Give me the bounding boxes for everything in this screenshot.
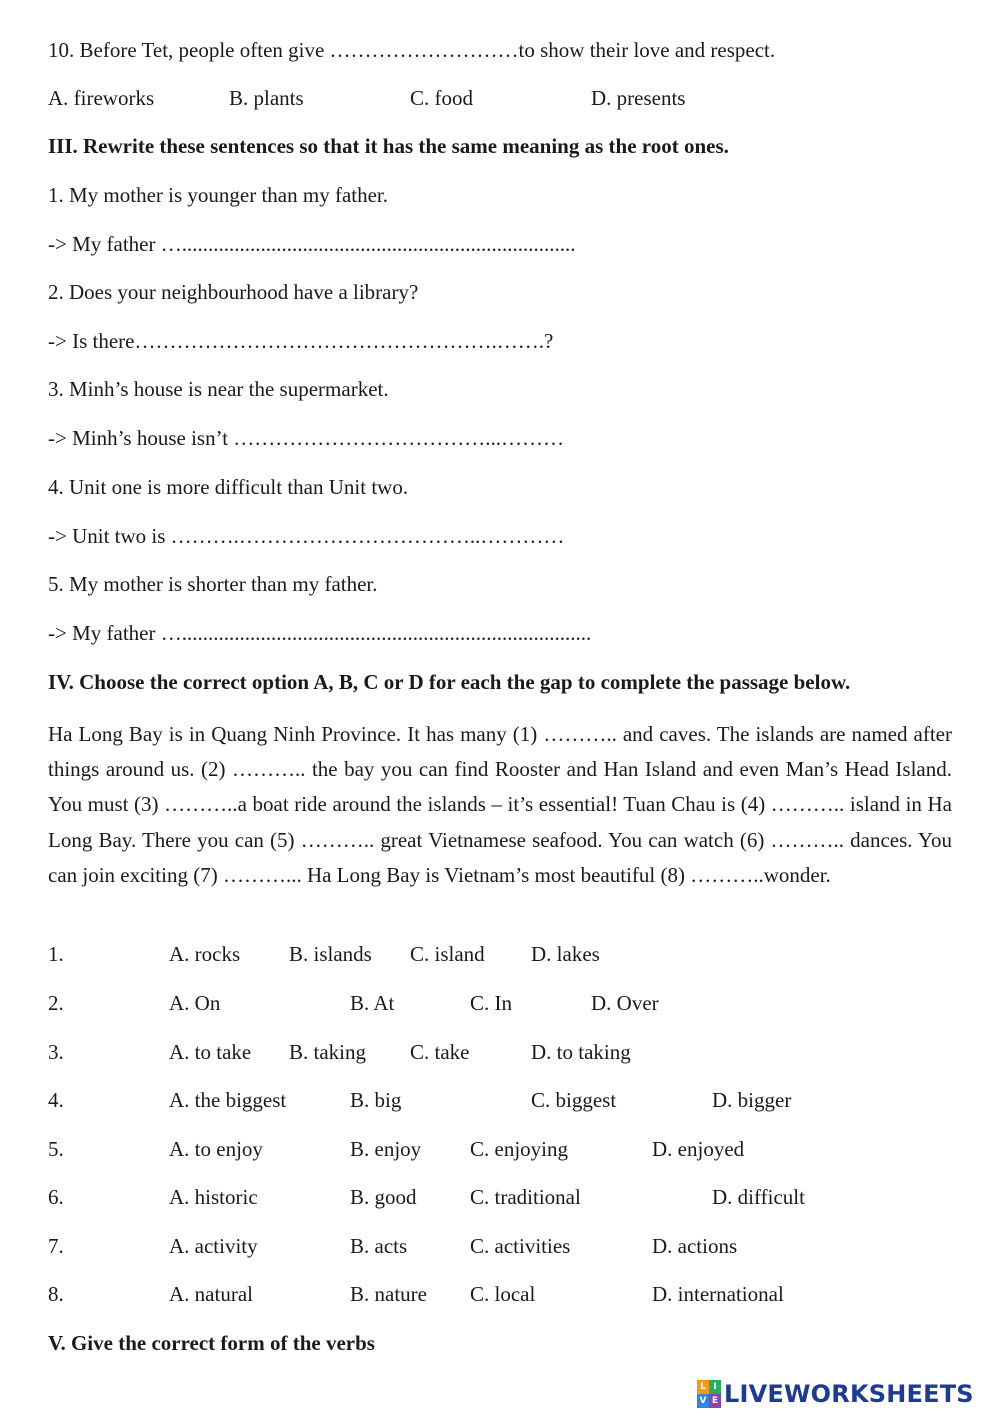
mc-option-b[interactable]: B. nature — [350, 1282, 427, 1306]
mc-option-d[interactable]: D. actions — [652, 1234, 738, 1258]
mc-option-c[interactable]: C. take — [410, 1040, 470, 1064]
rewrite-1-sentence: 1. My mother is younger than my father. — [48, 183, 389, 207]
mc-option-a[interactable]: A. natural — [169, 1282, 253, 1306]
mc-option-d[interactable]: D. to taking — [531, 1040, 631, 1064]
rewrite-3-sentence: 3. Minh’s house is near the supermarket. — [48, 377, 389, 401]
mc-number: 6. — [48, 1185, 64, 1209]
mc-option-c[interactable]: C. traditional — [470, 1185, 581, 1209]
mc-option-a[interactable]: A. rocks — [169, 942, 241, 966]
mc-option-b[interactable]: B. At — [350, 991, 395, 1015]
mc-option-c[interactable]: C. enjoying — [470, 1137, 568, 1161]
section-4-heading: IV. Choose the correct option A, B, C or D for each the gap to complete the passage below. — [48, 670, 851, 694]
mc-option-b[interactable]: B. acts — [350, 1234, 408, 1258]
logo-mark-l: L — [697, 1380, 709, 1394]
mc-option-c[interactable]: C. activities — [470, 1234, 571, 1258]
mc-option-a[interactable]: A. to enjoy — [169, 1137, 263, 1161]
mc-option-c[interactable]: C. island — [410, 942, 485, 966]
mc-option-b[interactable]: B. islands — [289, 942, 372, 966]
mc-option-c[interactable]: C. local — [470, 1282, 536, 1306]
mc-question-4 — [0, 1088, 1000, 1112]
mc-number: 3. — [48, 1040, 64, 1064]
mc-question-8 — [0, 1282, 1000, 1306]
mc-option-a[interactable]: A. to take — [169, 1040, 252, 1064]
mc-option-a[interactable]: A. activity — [169, 1234, 258, 1258]
mc-question-3 — [0, 1040, 1000, 1064]
mc-option-a[interactable]: A. On — [169, 991, 221, 1015]
liveworksheets-logo-text: LIVEWORKSHEETS — [724, 1380, 974, 1408]
q10-option-a: A. fireworks — [48, 86, 155, 110]
q10-option-c: C. food — [410, 86, 473, 110]
mc-option-d[interactable]: D. Over — [591, 991, 659, 1015]
mc-number: 5. — [48, 1137, 64, 1161]
mc-option-b[interactable]: B. good — [350, 1185, 417, 1209]
mc-option-b[interactable]: B. big — [350, 1088, 402, 1112]
q10-option-d: D. presents — [591, 86, 686, 110]
logo-mark-v: V — [697, 1394, 709, 1408]
mc-option-b[interactable]: B. taking — [289, 1040, 366, 1064]
mc-option-b[interactable]: B. enjoy — [350, 1137, 422, 1161]
mc-number: 1. — [48, 942, 64, 966]
mc-option-d[interactable]: D. difficult — [712, 1185, 805, 1209]
section-5-heading: V. Give the correct form of the verbs — [48, 1331, 375, 1355]
rewrite-3-answer[interactable]: -> Minh’s house isn’t ………………………………...……… — [48, 426, 565, 450]
rewrite-2-sentence: 2. Does your neighbourhood have a library? — [48, 280, 419, 304]
mc-question-5 — [0, 1137, 1000, 1161]
mc-number: 7. — [48, 1234, 64, 1258]
mc-number: 4. — [48, 1088, 64, 1112]
logo-mark-e: E — [709, 1394, 721, 1408]
liveworksheets-logo-icon — [697, 1380, 721, 1408]
rewrite-2-answer[interactable]: -> Is there…………………………………………….…….? — [48, 329, 554, 353]
mc-number: 2. — [48, 991, 64, 1015]
mc-option-d[interactable]: D. bigger — [712, 1088, 792, 1112]
mc-option-c[interactable]: C. In — [470, 991, 512, 1015]
rewrite-1-answer[interactable]: -> My father …........................................................................... — [48, 232, 576, 256]
rewrite-4-sentence: 4. Unit one is more difficult than Unit two. — [48, 475, 409, 499]
mc-option-d[interactable]: D. international — [652, 1282, 784, 1306]
mc-option-d[interactable]: D. enjoyed — [652, 1137, 745, 1161]
mc-question-2 — [0, 991, 1000, 1015]
rewrite-5-sentence: 5. My mother is shorter than my father. — [48, 572, 378, 596]
q10-options — [0, 86, 1000, 110]
mc-option-a[interactable]: A. historic — [169, 1185, 258, 1209]
rewrite-5-answer[interactable]: -> My father ….............................................................................. — [48, 621, 592, 645]
q10-option-b: B. plants — [229, 86, 304, 110]
rewrite-4-answer[interactable]: -> Unit two is ……….……………………………..………… — [48, 524, 565, 548]
passage: Ha Long Bay is in Quang Ninh Province. It has many (1) ……….. and caves. The islands are named after things around us. (2) ……….. the bay you can find Rooster and Han Island and even Man’s Head Island. You must (3) ………..a boat ride around the islands – it’s essential! Tuan Chau is (4) ……….. island in Ha Long Bay. There you can (5) ……….. great Vietnamese seafood. You can watch (6) ……….. dances. You can join exciting (7) ………... Ha Long Bay is Vietnam’s most beautiful (8) ………..wonder. — [48, 722, 952, 887]
mc-question-1 — [0, 942, 1000, 966]
mc-number: 8. — [48, 1282, 64, 1306]
q10-stem: 10. Before Tet, people often give ………………………to show their love and respect. — [48, 38, 776, 62]
section-3-heading: III. Rewrite these sentences so that it has the same meaning as the root ones. — [48, 134, 729, 158]
mc-question-6 — [0, 1185, 1000, 1209]
mc-option-c[interactable]: C. biggest — [531, 1088, 617, 1112]
mc-option-a[interactable]: A. the biggest — [169, 1088, 287, 1112]
liveworksheets-logo — [697, 1378, 974, 1410]
mc-option-d[interactable]: D. lakes — [531, 942, 600, 966]
mc-question-7 — [0, 1234, 1000, 1258]
logo-mark-i: I — [709, 1380, 721, 1394]
